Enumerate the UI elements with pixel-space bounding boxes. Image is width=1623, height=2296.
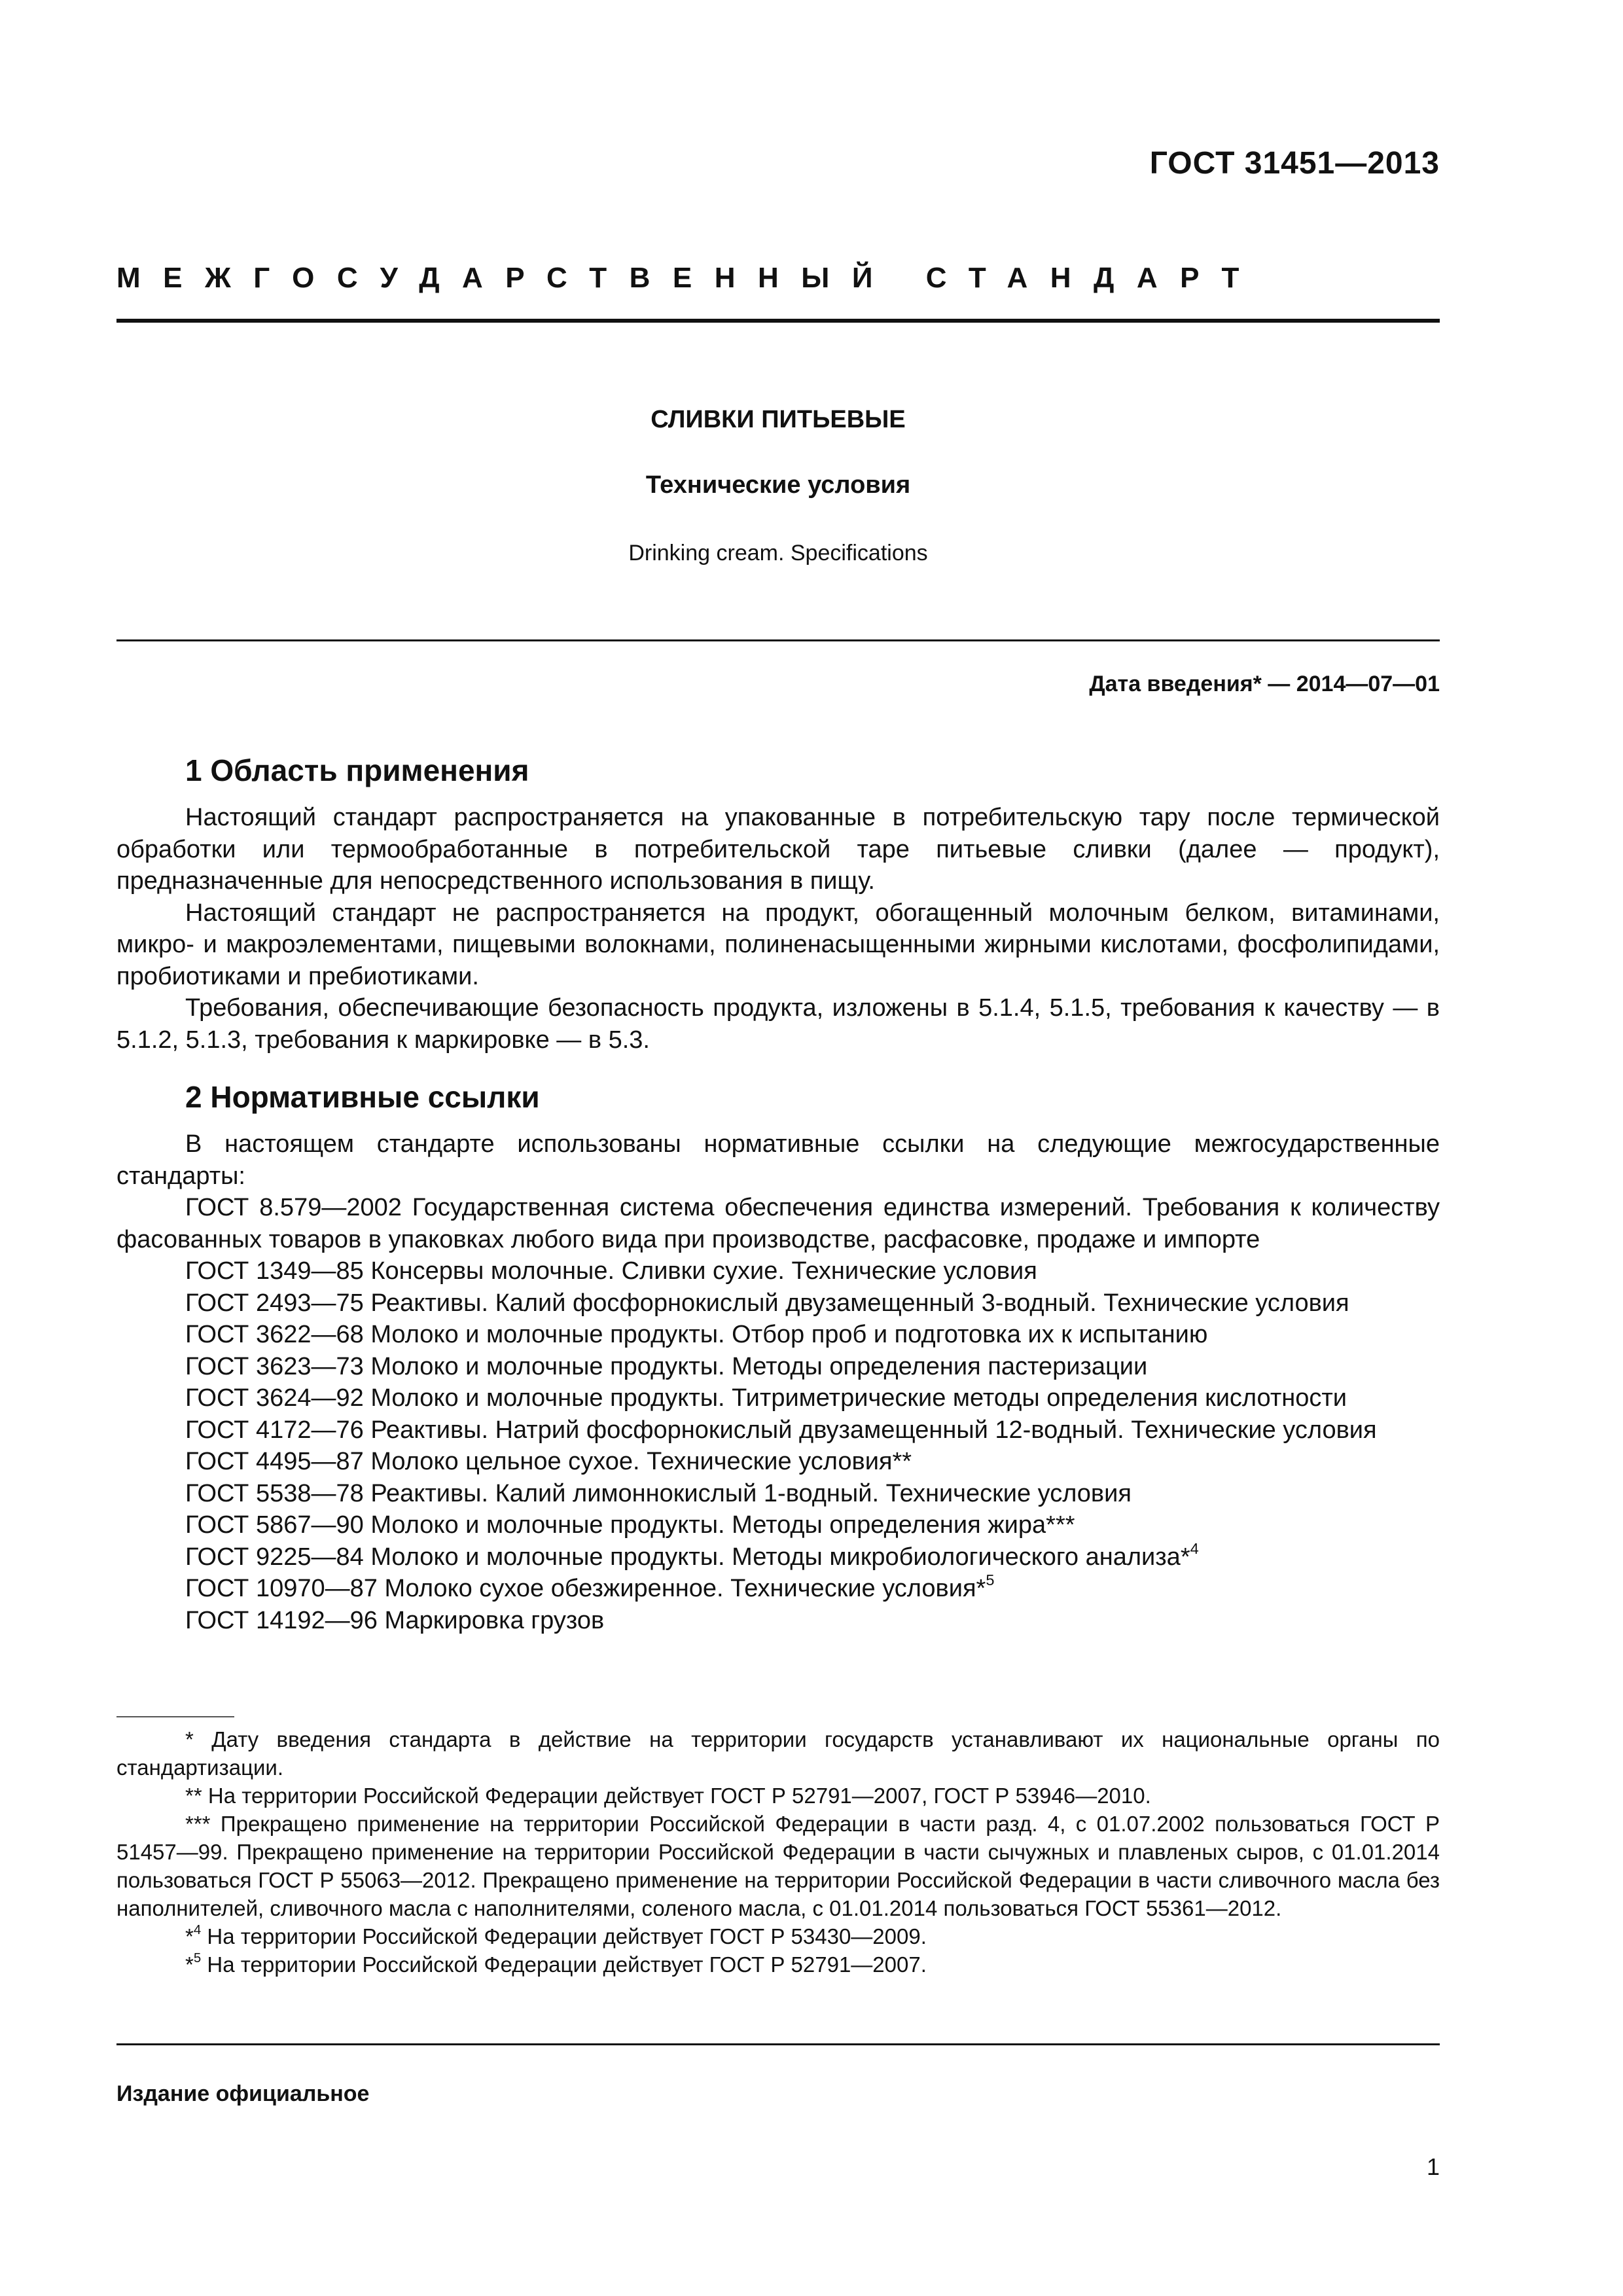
- page-number: 1: [1426, 2153, 1440, 2180]
- edition-label: Издание официальное: [116, 2081, 370, 2106]
- footnote-sup: 5: [193, 1950, 202, 1965]
- reference-title: Реактивы. Калий лимоннокислый 1-водный. Технические условия: [370, 1479, 1132, 1507]
- reference-title: Молоко и молочные продукты. Методы определения жира***: [370, 1511, 1075, 1539]
- reference-code: ГОСТ 3622—68: [185, 1321, 364, 1349]
- footnote-mark: *: [185, 1727, 194, 1751]
- reference-item: [116, 1192, 1440, 1255]
- footnote-mark: **: [185, 1784, 202, 1808]
- reference-item: [116, 1351, 1440, 1383]
- reference-item: [116, 1541, 1440, 1573]
- reference-title: Государственная система обеспечения единства измерений. Требования к количеству фасованных товаров в упаковках любого вида при производстве, расфасовке, продаже и импорте: [116, 1194, 1440, 1253]
- reference-item: [116, 1319, 1440, 1351]
- footer-rule: [116, 2043, 1440, 2045]
- section-1-paragraph: Настоящий стандарт распространяется на упакованные в потребительскую тару после термической обработки или термообработанные в потребительской таре питьевые сливки (далее — продукт), предназначенные для непосредственного использования в пищу.: [116, 804, 1440, 895]
- reference-code: ГОСТ 4495—87: [185, 1448, 364, 1476]
- document-page: [116, 0, 1440, 2296]
- footnote: [116, 1810, 1440, 1922]
- footnote-sup: 4: [193, 1922, 202, 1937]
- document-title: СЛИВКИ ПИТЬЕВЫЕ: [651, 406, 906, 433]
- reference-code: ГОСТ 9225—84: [185, 1543, 364, 1571]
- reference-code: ГОСТ 4172—76: [185, 1416, 364, 1444]
- reference-item: [116, 1478, 1440, 1510]
- reference-title: Молоко цельное сухое. Технические условия**: [370, 1448, 912, 1476]
- normative-references-list: [116, 1192, 1440, 1636]
- section-1-paragraph: Требования, обеспечивающие безопасность продукта, изложены в 5.1.4, 5.1.5, требования к качеству — в 5.1.2, 5.1.3, требования к маркировке — в 5.3.: [116, 994, 1440, 1054]
- reference-code: ГОСТ 8.579—2002: [185, 1194, 402, 1222]
- reference-title: Молоко и молочные продукты. Методы микробиологического анализа*: [370, 1543, 1190, 1571]
- footnote: [116, 1782, 1440, 1810]
- footnotes: [116, 1725, 1440, 1979]
- title-rule: [116, 639, 1440, 641]
- reference-item: [116, 1509, 1440, 1541]
- reference-title: Реактивы. Натрий фосфорнокислый двузамещенный 12-водный. Технические условия: [370, 1416, 1377, 1444]
- reference-title: Молоко и молочные продукты. Отбор проб и подготовка их к испытанию: [370, 1321, 1208, 1349]
- document-body: [116, 753, 1440, 1636]
- document-number: ГОСТ 31451—2013: [1149, 146, 1440, 181]
- reference-code: ГОСТ 3623—73: [185, 1352, 364, 1380]
- reference-item: [116, 1446, 1440, 1478]
- section-1-paragraph: Настоящий стандарт не распространяется на продукт, обогащенный молочным белком, витаминами, микро- и макроэлементами, пищевыми волокнами, полиненасыщенными жирными кислотами, фосфолипидами, пробиотиками и пребиотиками.: [116, 899, 1440, 990]
- section-2-intro: В настоящем стандарте использованы нормативные ссылки на следующие межгосударственные стандарты:: [116, 1130, 1440, 1190]
- footnote: [116, 1725, 1440, 1782]
- reference-item: [116, 1605, 1440, 1637]
- reference-title: Реактивы. Калий фосфорнокислый двузамещенный 3-водный. Технические условия: [370, 1289, 1349, 1317]
- reference-title: Консервы молочные. Сливки сухие. Технические условия: [370, 1257, 1037, 1285]
- reference-title: Маркировка грузов: [384, 1606, 605, 1634]
- document-subtitle: Технические условия: [645, 471, 911, 499]
- reference-code: ГОСТ 5867—90: [185, 1511, 364, 1539]
- footnote-text: Дату введения стандарта в действие на территории государств устанавливают их национальные органы по стандартизации.: [116, 1727, 1440, 1780]
- reference-title: Молоко сухое обезжиренное. Технические условия*: [384, 1575, 986, 1603]
- reference-code: ГОСТ 10970—87: [185, 1575, 378, 1603]
- footnote-text: На территории Российской Федерации действует ГОСТ Р 52791—2007.: [207, 1952, 927, 1977]
- reference-item: [116, 1382, 1440, 1414]
- reference-item: [116, 1573, 1440, 1605]
- footnote-text: На территории Российской Федерации действует ГОСТ Р 52791—2007, ГОСТ Р 53946—2010.: [207, 1784, 1151, 1808]
- reference-code: ГОСТ 2493—75: [185, 1289, 364, 1317]
- series-title: МЕЖГОСУДАРСТВЕННЫЙ СТАНДАРТ: [116, 262, 1262, 294]
- footnote-separator: [116, 1716, 234, 1717]
- reference-code: ГОСТ 1349—85: [185, 1257, 364, 1285]
- reference-code: ГОСТ 3624—92: [185, 1384, 364, 1412]
- footnote-mark: *: [185, 1952, 194, 1977]
- footnote: [116, 1950, 1440, 1979]
- footnote-mark: ***: [185, 1812, 211, 1836]
- header-rule: [116, 319, 1440, 323]
- reference-item: [116, 1287, 1440, 1319]
- english-title: Drinking cream. Specifications: [628, 541, 928, 565]
- footnote-marker: 4: [1190, 1539, 1199, 1557]
- reference-code: ГОСТ 14192—96: [185, 1606, 378, 1634]
- footnote-text: На территории Российской Федерации действует ГОСТ Р 53430—2009.: [207, 1924, 927, 1948]
- footnote: [116, 1922, 1440, 1950]
- section-1-heading: 1 Область применения: [185, 753, 529, 787]
- reference-title: Молоко и молочные продукты. Методы определения пастеризации: [370, 1352, 1148, 1380]
- introduction-date: Дата введения* — 2014—07—01: [1089, 672, 1440, 696]
- reference-item: [116, 1414, 1440, 1446]
- footnote-marker: 5: [986, 1571, 995, 1589]
- reference-item: [116, 1255, 1440, 1287]
- footnote-mark: *: [185, 1924, 194, 1948]
- footnote-text: Прекращено применение на территории Российской Федерации в части разд. 4, с 01.07.2002 пользоваться ГОСТ Р 51457—99. Прекращено применение на территории Российской Федерации в части сычужных и плавленых сыров, с 01.01.2014 пользоваться ГОСТ Р 55063—2012. Прекращено применение на территории Российской Федерации в части сливочного масла без наполнителей, сливочного масла с наполнителями, соленого масла, с 01.01.2014 пользоваться ГОСТ 55361—2012.: [116, 1812, 1440, 1920]
- section-2-heading: 2 Нормативные ссылки: [185, 1080, 540, 1115]
- reference-code: ГОСТ 5538—78: [185, 1479, 364, 1507]
- reference-title: Молоко и молочные продукты. Титриметрические методы определения кислотности: [370, 1384, 1347, 1412]
